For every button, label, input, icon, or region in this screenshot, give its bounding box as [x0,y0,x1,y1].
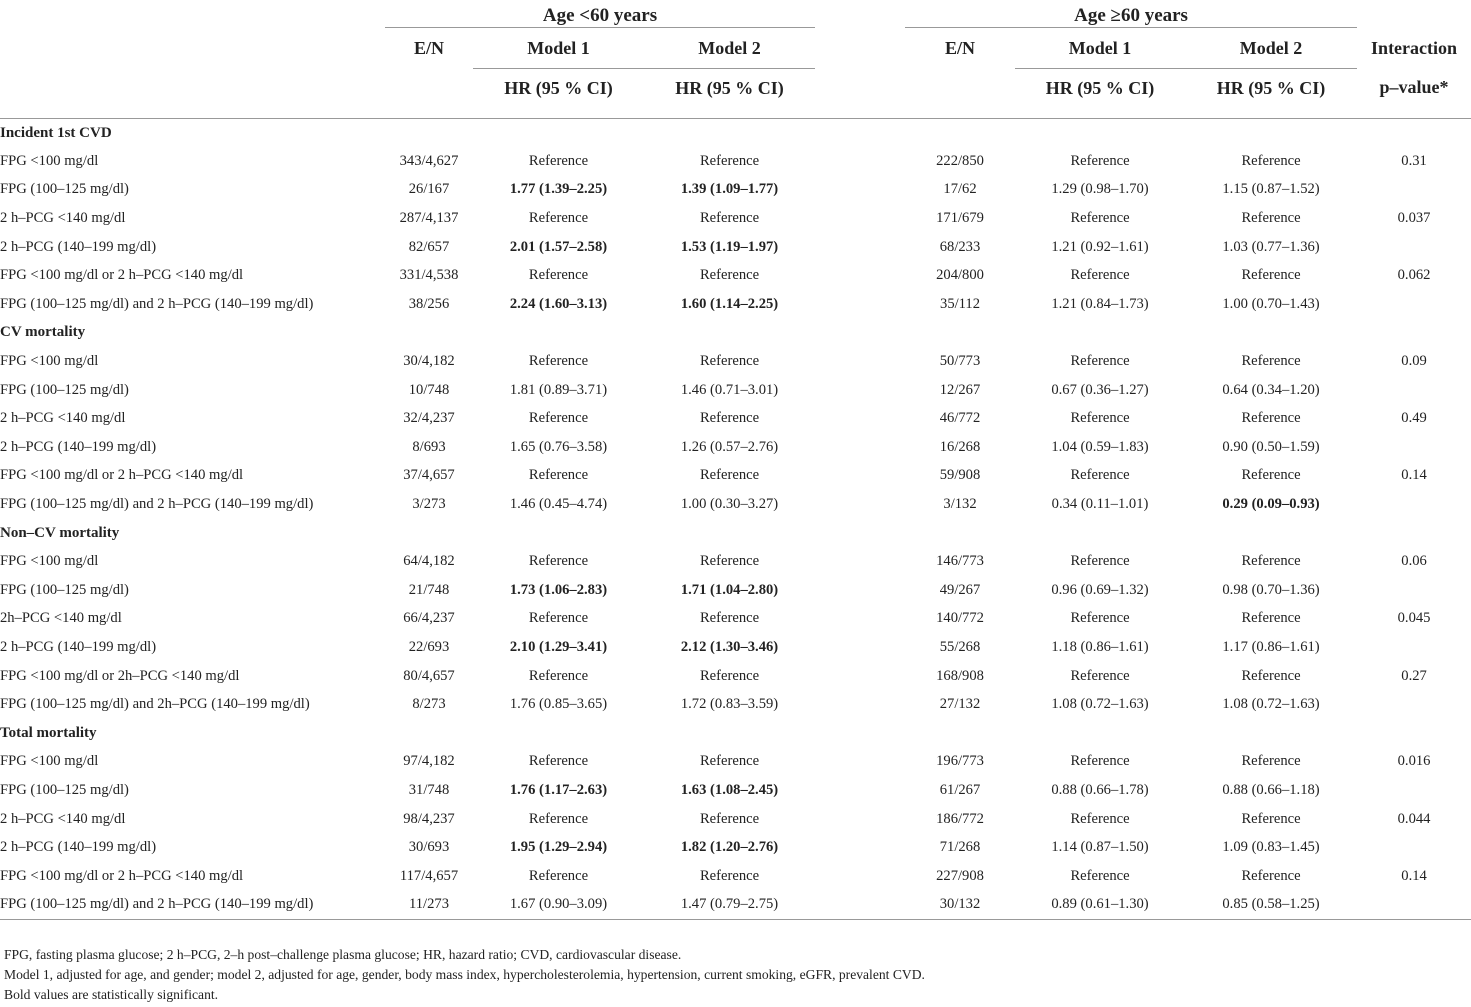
cell-o-m2: Reference [1241,753,1301,770]
col-en-young: E/N [413,37,444,58]
cell-y-m2: 1.39 (1.09–1.77) [680,181,779,198]
cell-o-m2: 1.03 (0.77–1.36) [1222,238,1320,255]
gap-cell [815,833,905,862]
row-label: 2 h–PCG (140–199 mg/dl) [0,839,157,856]
table-row [0,776,1471,805]
cell-y-m1: 1.67 (0.90–3.09) [473,891,644,920]
table-row [0,576,1471,605]
cell-o-m1: 0.89 (0.61–1.30) [1015,891,1185,920]
cell-y-m1: 1.76 (1.17–2.63) [509,781,608,798]
table-row [0,748,1471,777]
row-label: FPG (100–125 mg/dl) and 2 h–PCG (140–199 mg/dl) [0,295,314,312]
cell-y-m1: Reference [528,867,589,884]
cell-y-en: 98/4,237 [403,810,455,827]
cell-p [1357,690,1471,719]
table-row [0,547,1471,576]
cell-y-m2: 2.12 (1.30–3.46) [680,638,779,655]
cell-o-m2: Reference [1241,152,1301,169]
table-row [0,433,1471,462]
header-gap [815,0,905,28]
cell-y-m2: Reference [699,267,760,284]
cell-o-m2: Reference [1241,353,1301,370]
cell-y-en: 287/4,137 [399,210,459,227]
cell-o-m2: Reference [1241,810,1301,827]
cell-o-m2: Reference [1241,210,1301,227]
row-label: 2h–PCG <140 mg/dl [0,610,122,627]
cell-o-m1: 1.08 (0.72–1.63) [1051,696,1149,713]
cell-y-m2: 1.72 (0.83–3.59) [680,696,779,713]
table-body [0,119,1471,920]
cell-y-m1: 1.95 (1.29–2.94) [509,839,608,856]
cell-o-m2: Reference [1241,553,1301,570]
gap-cell [815,748,905,777]
col-model2-old: Model 2 [1185,28,1357,69]
cell-o-m1: 1.29 (0.98–1.70) [1051,181,1149,198]
cell-o-en: 30/132 [905,891,1015,920]
cell-y-m1: 1.77 (1.39–2.25) [509,181,608,198]
gap-cell [815,261,905,290]
cell-o-m1: Reference [1070,810,1130,827]
cell-o-en: 227/908 [936,867,984,884]
cell-p: 0.06 [1401,553,1427,570]
section-header [0,719,1471,748]
cell-p [1357,776,1471,805]
gap-cell [815,633,905,662]
cell-o-m2: Reference [1241,667,1301,684]
col-model1-young: Model 1 [473,28,644,69]
cell-o-en: 222/850 [936,152,984,169]
group-header-under-60: Age <60 years [385,0,815,28]
cell-o-en: 61/267 [939,781,981,798]
cell-y-m2: Reference [699,467,760,484]
cell-o-en: 46/772 [939,410,981,427]
cell-y-en: 10/748 [408,381,450,398]
table-footnotes [4,945,1464,1005]
cell-y-m1: 2.10 (1.29–3.41) [509,638,608,655]
cell-y-m1: 1.46 (0.45–4.74) [509,496,608,513]
cell-y-m1: Reference [528,410,589,427]
cell-o-m2: 0.85 (0.58–1.25) [1185,891,1357,920]
cell-y-m2: Reference [699,810,760,827]
cell-y-en: 343/4,627 [399,152,459,169]
row-label: 2 h–PCG (140–199 mg/dl) [0,638,157,655]
col-hr-model1-old: HR (95 % CI) [1045,77,1155,98]
table-row [0,376,1471,405]
col-model1-old: Model 1 [1015,28,1185,69]
cell-o-m2: 0.90 (0.50–1.59) [1222,438,1320,455]
cell-o-en: 35/112 [940,295,981,312]
section-header [0,119,1471,148]
cell-o-en: 12/267 [939,381,981,398]
row-label: FPG (100–125 mg/dl) [0,381,129,398]
cell-y-en: 64/4,182 [403,553,455,570]
cell-y-en: 80/4,657 [403,667,455,684]
cell-o-en: 49/267 [939,581,981,598]
cell-o-en: 186/772 [936,810,984,827]
table-row [0,891,1471,920]
row-label: FPG <100 mg/dl or 2 h–PCG <140 mg/dl [0,867,244,884]
cell-y-m2: 1.63 (1.08–2.45) [680,781,779,798]
gap-cell [815,776,905,805]
table-row [0,404,1471,433]
cell-o-m1: Reference [1070,152,1130,169]
cell-p: 0.037 [1397,210,1431,227]
table-row [0,862,1471,891]
gap-cell [815,862,905,891]
row-label: FPG (100–125 mg/dl) [0,781,129,798]
cell-y-en: 37/4,657 [403,467,455,484]
cell-o-en: 55/268 [939,638,981,655]
cell-y-m1: Reference [528,267,589,284]
cell-o-m1: Reference [1070,610,1130,627]
cell-y-m2: Reference [699,353,760,370]
cell-y-m1: 1.73 (1.06–2.83) [509,581,608,598]
table-row [0,147,1471,176]
cell-o-en: 196/773 [936,753,984,770]
cell-o-en: 17/62 [943,181,977,198]
table-row [0,233,1471,262]
cell-o-m2: Reference [1241,467,1301,484]
cell-p: 0.31 [1401,152,1427,169]
gap-cell [815,662,905,691]
cell-y-m2: 1.71 (1.04–2.80) [680,581,779,598]
cell-o-en: 68/233 [939,238,981,255]
cell-y-m2: Reference [699,410,760,427]
cell-o-en: 168/908 [936,667,984,684]
cell-p [1357,233,1471,262]
cell-p [1357,376,1471,405]
cell-y-m2: 1.26 (0.57–2.76) [680,438,779,455]
cell-p: 0.27 [1401,667,1427,684]
cell-p: 0.045 [1397,610,1431,627]
table-row [0,290,1471,319]
gap-cell [815,462,905,491]
row-label: FPG <100 mg/dl [0,553,99,570]
cell-y-en: 38/256 [408,295,450,312]
section-title: Non–CV mortality [0,524,120,541]
cell-p: 0.14 [1401,467,1427,484]
row-label: 2 h–PCG (140–199 mg/dl) [0,438,157,455]
row-label: FPG <100 mg/dl or 2 h–PCG <140 mg/dl [0,267,244,284]
table-row [0,204,1471,233]
cell-o-en: 50/773 [939,353,981,370]
cell-o-m2: Reference [1241,267,1301,284]
table-row [0,805,1471,834]
gap-cell [815,204,905,233]
gap-cell [815,233,905,262]
row-label: 2 h–PCG <140 mg/dl [0,810,126,827]
table-row [0,690,1471,719]
col-hr-model2-old: HR (95 % CI) [1216,77,1326,98]
table-row [0,490,1471,519]
col-hr-model2-young: HR (95 % CI) [675,77,784,98]
cell-o-m2: Reference [1241,410,1301,427]
cell-p [1357,433,1471,462]
gap-cell [815,376,905,405]
gap-cell [815,404,905,433]
cell-o-m1: Reference [1070,410,1130,427]
cell-o-m1: 1.14 (0.87–1.50) [1051,839,1149,856]
table-row [0,833,1471,862]
gap-cell [815,433,905,462]
cell-y-m1: Reference [528,152,589,169]
row-label: FPG (100–125 mg/dl) and 2h–PCG (140–199 mg/dl) [0,696,310,713]
row-label: FPG <100 mg/dl or 2 h–PCG <140 mg/dl [0,467,244,484]
cell-o-en: 27/132 [939,696,981,713]
cell-y-m2: Reference [699,610,760,627]
cell-o-en: 140/772 [936,610,984,627]
cell-o-m2: 0.98 (0.70–1.36) [1222,581,1320,598]
cell-o-m1: 1.18 (0.86–1.61) [1051,638,1149,655]
cell-y-m2: 1.47 (0.79–2.75) [644,891,815,920]
cell-y-m1: Reference [528,210,589,227]
cell-o-m1: Reference [1070,867,1130,884]
row-label: FPG <100 mg/dl [0,753,99,770]
table-row [0,462,1471,491]
cell-y-en: 97/4,182 [403,753,455,770]
cell-p: 0.044 [1397,810,1431,827]
cell-o-m1: 0.88 (0.66–1.78) [1051,781,1149,798]
cell-o-m1: Reference [1070,553,1130,570]
cell-y-en: 32/4,237 [403,410,455,427]
table-row [0,662,1471,691]
footnote-models: Model 1, adjusted for age, and gender; model 2, adjusted for age, gender, body mass index, hypercholesterolemia, hypertension, current smoking, eGFR, prevalent CVD. [4,967,925,982]
cell-o-m1: Reference [1070,210,1130,227]
cell-p [1357,490,1471,519]
cell-p: 0.49 [1401,410,1427,427]
header-blank-right [1357,0,1471,28]
cell-p [1357,891,1471,920]
cell-o-m2: 1.17 (0.86–1.61) [1222,638,1320,655]
cell-y-en: 331/4,538 [399,267,459,284]
row-label: FPG <100 mg/dl [0,152,99,169]
col-pvalue: p–value* [1379,77,1449,98]
gap-cell [815,547,905,576]
cell-y-m2: Reference [699,753,760,770]
section-title: Incident 1st CVD [0,124,112,141]
cell-o-m1: 0.67 (0.36–1.27) [1051,381,1149,398]
cell-y-m1: 2.24 (1.60–3.13) [509,295,608,312]
cell-o-m1: Reference [1070,267,1130,284]
cell-y-m2: Reference [699,867,760,884]
cell-y-m1: Reference [528,753,589,770]
gap-cell [815,490,905,519]
cell-y-en: 30/4,182 [403,353,455,370]
cell-p [1357,176,1471,205]
cell-p: 0.14 [1401,867,1427,884]
cell-y-en: 8/693 [412,438,446,455]
cell-o-m1: Reference [1070,467,1130,484]
section-header [0,519,1471,548]
cell-y-m2: 1.60 (1.14–2.25) [680,295,779,312]
cell-y-en: 30/693 [408,839,450,856]
cell-o-m2: 1.08 (0.72–1.63) [1222,696,1320,713]
cell-y-m1: Reference [528,667,589,684]
table-row [0,176,1471,205]
cell-p [1357,833,1471,862]
cell-o-m2: 0.29 (0.09–0.93) [1222,496,1320,513]
cell-y-m2: 1.00 (0.30–3.27) [680,496,779,513]
gap-cell [815,290,905,319]
header-blank [0,0,385,28]
section-title: CV mortality [0,324,86,341]
cell-y-m2: 1.82 (1.20–2.76) [680,839,779,856]
cell-y-m1: Reference [528,810,589,827]
cell-o-en: 71/268 [939,839,981,856]
cell-y-en: 22/693 [408,638,450,655]
cell-o-en: 171/679 [936,210,984,227]
cell-o-en: 3/132 [943,496,977,513]
cell-y-m1: Reference [528,467,589,484]
cell-y-m2: 1.53 (1.19–1.97) [680,238,779,255]
cell-p: 0.016 [1397,753,1431,770]
row-label: FPG (100–125 mg/dl) and 2 h–PCG (140–199 mg/dl) [0,496,314,513]
cell-o-m2: 0.64 (0.34–1.20) [1222,381,1320,398]
gap-cell [815,147,905,176]
gap-cell [815,576,905,605]
section-title: Total mortality [0,724,97,741]
cell-y-en: 82/657 [408,238,450,255]
cell-p: 0.09 [1401,353,1427,370]
cell-y-en: 3/273 [412,496,446,513]
cell-y-en: 117/4,657 [399,867,459,884]
cell-o-m1: 1.21 (0.92–1.61) [1051,238,1149,255]
gap-cell [815,891,905,920]
cell-y-m1: 1.76 (0.85–3.65) [509,696,608,713]
cell-p [1357,290,1471,319]
section-header [0,319,1471,348]
row-label: FPG <100 mg/dl or 2h–PCG <140 mg/dl [0,667,240,684]
cell-y-m2: 1.46 (0.71–3.01) [680,381,779,398]
cell-y-en: 66/4,237 [403,610,455,627]
cell-y-m2: Reference [699,210,760,227]
footnote-abbreviations: FPG, fasting plasma glucose; 2 h–PCG, 2–h post–challenge plasma glucose; HR, hazard ratio; CVD, cardiovascular disease. [4,947,682,962]
table-row [0,261,1471,290]
cell-o-m1: 1.04 (0.59–1.83) [1051,438,1149,455]
cell-o-m2: 1.00 (0.70–1.43) [1222,295,1320,312]
cell-o-en: 59/908 [939,467,981,484]
cell-y-m1: Reference [528,353,589,370]
cell-o-m1: 0.34 (0.11–1.01) [1051,496,1149,513]
row-label: 2 h–PCG (140–199 mg/dl) [0,238,157,255]
cell-o-m2: 0.88 (0.66–1.18) [1222,781,1320,798]
cell-y-m1: Reference [528,553,589,570]
cell-y-m2: Reference [699,553,760,570]
cell-y-m2: Reference [699,667,760,684]
cell-p: 0.062 [1397,267,1431,284]
row-label: FPG (100–125 mg/dl) and 2 h–PCG (140–199 mg/dl) [0,891,385,920]
cell-y-en: 11/273 [385,891,473,920]
col-hr-model1-young: HR (95 % CI) [504,77,613,98]
col-model2-young: Model 2 [644,28,815,69]
gap-cell [815,805,905,834]
cell-p [1357,576,1471,605]
row-label: 2 h–PCG <140 mg/dl [0,410,126,427]
cell-y-m1: 2.01 (1.57–2.58) [509,238,608,255]
gap-cell [815,176,905,205]
cell-y-en: 31/748 [408,781,450,798]
gap-cell [815,605,905,634]
cell-y-m1: 1.65 (0.76–3.58) [509,438,608,455]
cell-o-m2: 1.09 (0.83–1.45) [1222,839,1320,856]
col-interaction: Interaction [1371,37,1458,58]
row-label: 2 h–PCG <140 mg/dl [0,210,126,227]
group-header-60-plus: Age ≥60 years [905,0,1357,28]
cell-y-en: 8/273 [412,696,446,713]
row-label: FPG (100–125 mg/dl) [0,181,129,198]
row-label: FPG <100 mg/dl [0,353,99,370]
cell-y-en: 21/748 [408,581,450,598]
cell-o-en: 16/268 [939,438,981,455]
cell-y-m1: Reference [528,610,589,627]
cell-o-m1: Reference [1070,753,1130,770]
table-row [0,605,1471,634]
gap-cell [815,690,905,719]
cell-y-m1: 1.81 (0.89–3.71) [509,381,608,398]
cell-o-m2: Reference [1241,610,1301,627]
row-label: FPG (100–125 mg/dl) [0,581,129,598]
cell-o-m1: Reference [1070,667,1130,684]
cell-p [1357,633,1471,662]
table-row [0,633,1471,662]
gap-cell [815,347,905,376]
cell-y-en: 26/167 [408,181,450,198]
cell-o-m1: Reference [1070,353,1130,370]
cell-y-m2: Reference [699,152,760,169]
footnote-bold: Bold values are statistically significant. [4,987,219,1002]
cell-o-m2: Reference [1241,867,1301,884]
cell-o-m2: 1.15 (0.87–1.52) [1222,181,1320,198]
table-row [0,347,1471,376]
col-en-old: E/N [945,37,976,58]
cell-o-m1: 1.21 (0.84–1.73) [1051,295,1149,312]
cell-o-en: 204/800 [936,267,984,284]
cell-o-m1: 0.96 (0.69–1.32) [1051,581,1149,598]
cell-o-en: 146/773 [936,553,984,570]
